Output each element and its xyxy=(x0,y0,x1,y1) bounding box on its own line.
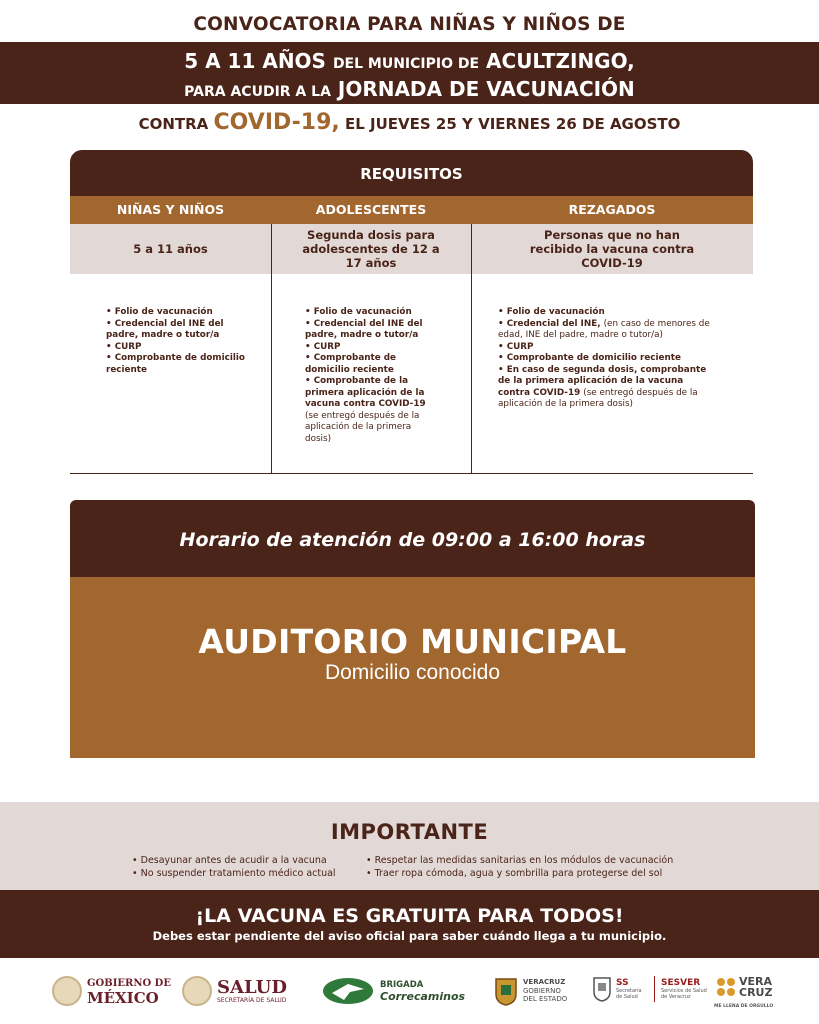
list-item xyxy=(498,365,718,411)
logo-text: Correcaminos xyxy=(380,990,466,1003)
logo-text: GOBIERNO xyxy=(523,986,561,995)
covid-label: COVID-19, xyxy=(213,110,340,135)
list-item: • Folio de vacunación xyxy=(498,307,718,319)
municipio-name: ACULTZINGO, xyxy=(486,49,635,73)
subheader-adolescentes: Segunda dosis para adolescentes de 12 a 17 años xyxy=(302,228,440,270)
veracruz-orgullo-logo xyxy=(716,976,772,998)
venue-name: AUDITORIO MUNICIPAL xyxy=(198,622,627,661)
ss-text xyxy=(616,978,648,1000)
list-item: • CURP xyxy=(498,342,718,354)
list-item: • CURP xyxy=(106,342,246,354)
ss-shield-icon xyxy=(592,976,612,1002)
list-item: • Comprobante de domicilio reciente xyxy=(498,353,718,365)
list-item: • No suspender tratamiento médico actual xyxy=(132,867,336,880)
header-line4 xyxy=(0,110,819,135)
veracruz-gobierno-logo xyxy=(494,976,567,1006)
logo-text: Servicios de Salud de Veracruz xyxy=(661,988,707,1000)
header-band xyxy=(0,42,819,104)
para-acudir: PARA ACUDIR A LA xyxy=(184,84,331,100)
brigada-text xyxy=(380,979,465,1003)
ver-text xyxy=(739,976,772,998)
ver-tagline: ME LLENA DE ORGULLO xyxy=(714,1004,774,1009)
venue-box xyxy=(70,577,755,758)
logo-text: Secretaría de Salud xyxy=(616,988,642,1000)
subheader-rezagados: Personas que no han recibido la vacuna contra COVID-19 xyxy=(529,228,695,270)
dates-label: EL JUEVES 25 Y VIERNES 26 DE AGOSTO xyxy=(345,115,681,133)
logo-divider xyxy=(654,976,655,1002)
logo-text: DEL ESTADO xyxy=(523,995,568,1004)
logo-text: SESVER xyxy=(661,978,701,988)
logo-text: VERACRUZ xyxy=(523,978,566,987)
logo-text: SECRETARÍA DE SALUD xyxy=(217,996,287,1004)
header-line3 xyxy=(0,77,819,105)
column-header-ninos: NIÑAS Y NIÑOS xyxy=(116,202,225,217)
list-item: • Comprobante de domicilio reciente xyxy=(305,353,435,376)
logo-text: CRUZ xyxy=(739,986,773,999)
horario-panel xyxy=(70,500,755,758)
list-item: • Desayunar antes de acudir a la vacuna xyxy=(132,854,336,867)
list-item: • Folio de vacunación xyxy=(305,307,435,319)
sesver-text xyxy=(661,978,707,1000)
list-note: (se entregó después de la aplicación de la primera dosis) xyxy=(305,410,420,444)
eagle-seal-icon xyxy=(182,976,212,1006)
roadrunner-icon xyxy=(322,976,374,1006)
logo-text: BRIGADA xyxy=(380,980,424,990)
list-item: • CURP xyxy=(305,342,435,354)
requisitos-title: REQUISITOS xyxy=(70,150,753,196)
list-note: (en caso de menores de edad, INE del padre, madre o tutor/a) xyxy=(498,318,710,340)
list-item-text: En caso de segunda dosis, comprobante de la primera aplicación de la vacuna contra COVID-19 xyxy=(498,364,707,398)
requisitos-subheaders xyxy=(70,224,753,274)
list-item: • Credencial del INE del padre, madre o tutor/a xyxy=(305,319,435,342)
requisitos-table xyxy=(70,150,753,474)
veracruz-shield-icon xyxy=(494,976,518,1006)
list-item xyxy=(498,319,718,342)
column-header-adolescentes: ADOLESCENTES xyxy=(315,202,427,217)
gratuita-title: ¡LA VACUNA ES GRATUITA PARA TODOS! xyxy=(195,905,624,927)
logo-text: VERA xyxy=(739,975,773,988)
list-note: (se entregó después de la aplicación de la primera dosis) xyxy=(498,387,698,409)
requisitos-body xyxy=(70,274,753,474)
list-item: • Comprobante de la primera aplicación de la vacuna contra COVID-19 xyxy=(305,376,435,411)
logo-text: SS xyxy=(616,978,629,988)
age-range: 5 A 11 AÑOS xyxy=(184,49,326,73)
logo-text: GOBIERNO DE xyxy=(87,977,171,989)
list-item-text: Credencial del INE, xyxy=(506,318,601,329)
list-item: • Folio de vacunación xyxy=(106,307,246,319)
requisitos-list-rezagados xyxy=(498,307,718,411)
logos-footer xyxy=(0,966,819,1016)
column-header-rezagados: REZAGADOS xyxy=(568,202,656,217)
eagle-seal-icon xyxy=(52,976,82,1006)
list-item: • Comprobante de domicilio reciente xyxy=(106,353,246,376)
logo-text: SALUD xyxy=(217,976,287,998)
gobierno-mexico-text xyxy=(87,977,171,1006)
list-item: • Credencial del INE del padre, madre o tutor/a xyxy=(106,319,246,342)
importante-section xyxy=(0,802,819,890)
list-item: • Traer ropa cómoda, agua y sombrilla para protegerse del sol xyxy=(366,867,673,880)
venue-address: Domicilio conocido xyxy=(324,661,501,684)
importante-list-left xyxy=(132,854,336,880)
municipio-label: DEL MUNICIPIO DE xyxy=(332,56,480,72)
brigada-correcaminos-logo xyxy=(322,976,465,1006)
ss-sesver-logo xyxy=(592,976,707,1002)
subheader-ninos: 5 a 11 años xyxy=(133,242,208,256)
veracruz-text xyxy=(523,978,567,1004)
gratuita-banner xyxy=(0,890,819,958)
gratuita-subtitle: Debes estar pendiente del aviso oficial para saber cuándo llega a tu municipio. xyxy=(152,929,667,943)
header-line2 xyxy=(0,49,819,77)
importante-title: IMPORTANTE xyxy=(330,820,489,844)
requisitos-list-ninos xyxy=(106,307,246,376)
flower-pattern-icon xyxy=(716,977,736,997)
salud-logo xyxy=(182,976,287,1006)
jornada-title: JORNADA DE VACUNACIÓN xyxy=(337,77,635,101)
list-item: • Respetar las medidas sanitarias en los módulos de vacunación xyxy=(366,854,673,867)
requisitos-list-adolescentes xyxy=(305,307,435,445)
horario-text: Horario de atención de 09:00 a 16:00 horas xyxy=(70,500,755,577)
header-line1: CONVOCATORIA PARA NIÑAS Y NIÑOS DE xyxy=(193,14,626,35)
importante-list-right xyxy=(366,854,673,880)
salud-text xyxy=(217,978,287,1005)
gobierno-mexico-logo xyxy=(52,976,171,1006)
logo-text: MÉXICO xyxy=(87,988,159,1007)
contra-label: CONTRA xyxy=(138,115,209,133)
requisitos-columns xyxy=(70,196,753,224)
